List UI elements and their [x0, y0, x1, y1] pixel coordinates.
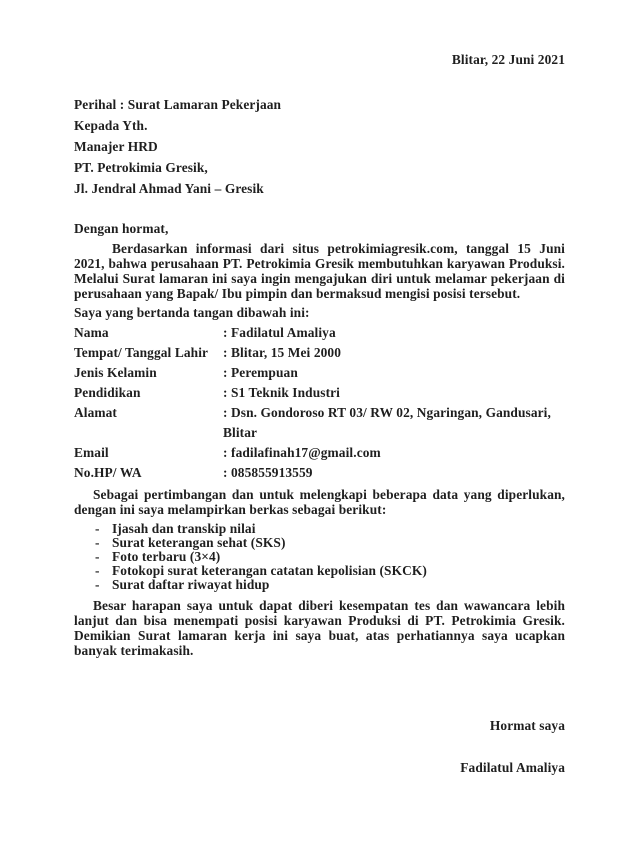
- recipient-salutation: Kepada Yth.: [74, 118, 148, 133]
- dash-bullet: -: [95, 563, 100, 578]
- list-item: [74, 522, 565, 536]
- table-row: [74, 323, 565, 343]
- signature-block: [74, 716, 565, 778]
- attachment-item-label: Foto terbaru (3×4): [112, 549, 221, 564]
- list-item: [74, 550, 565, 564]
- field-value-pendidikan: : S1 Teknik Industri: [223, 385, 340, 400]
- table-row: [74, 403, 565, 443]
- personal-data-table: [74, 323, 565, 483]
- list-item: [74, 578, 565, 592]
- table-row: [74, 443, 565, 463]
- letter-subject: Perihal : Surat Lamaran Pekerjaan: [74, 97, 282, 112]
- attachments-intro: Sebagai pertimbangan dan untuk melengkapi beberapa data yang diperlukan, dengan ini saya melampirkan berkas sebagai berikut:: [74, 487, 565, 517]
- field-value-nohp: : 085855913559: [223, 465, 313, 480]
- dash-bullet: -: [95, 521, 100, 536]
- table-row: [74, 363, 565, 383]
- dash-bullet: -: [95, 549, 100, 564]
- field-label-jenis-kelamin: Jenis Kelamin: [74, 365, 157, 380]
- dash-bullet: -: [95, 535, 100, 550]
- field-value-jenis-kelamin: : Perempuan: [223, 365, 298, 380]
- field-label-ttl: Tempat/ Tanggal Lahir: [74, 345, 209, 360]
- attachment-item-label: Fotokopi surat keterangan catatan kepolisian (SKCK): [112, 563, 427, 578]
- field-label-email: Email: [74, 445, 109, 460]
- field-label-alamat: Alamat: [74, 405, 117, 420]
- opening-paragraph: Berdasarkan informasi dari situs petrokimiagresik.com, tanggal 15 Juni 2021, bahwa perusahaan PT. Petrokimia Gresik membutuhkan karyawan Produksi. Melalui Surat lamaran ini saya ingin mengajukan diri untuk melamar pekerjaan di perusahaan yang Bapak/ Ibu pimpin dan bermaksud mengisi posisi tersebut.: [74, 241, 565, 301]
- attachment-item-label: Surat daftar riwayat hidup: [112, 577, 270, 592]
- field-label-nama: Nama: [74, 325, 109, 340]
- field-value-alamat: : Dsn. Gondoroso RT 03/ RW 02, Ngaringan, Gandusari, Blitar: [223, 405, 551, 440]
- field-value-nama: : Fadilatul Amaliya: [223, 325, 336, 340]
- attachments-list: [74, 522, 565, 592]
- recipient-address: Jl. Jendral Ahmad Yani – Gresik: [74, 181, 264, 196]
- field-label-pendidikan: Pendidikan: [74, 385, 141, 400]
- table-row: [74, 463, 565, 483]
- recipient-title: Manajer HRD: [74, 139, 158, 154]
- closing-paragraph: Besar harapan saya untuk dapat diberi kesempatan tes dan wawancara lebih lanjut dan bisa menempati posisi karyawan Produksi di PT. Petrokimia Gresik. Demikian Surat lamaran kerja ini saya buat, atas perhatiannya saya ucapkan banyak terimakasih.: [74, 598, 565, 658]
- field-label-nohp: No.HP/ WA: [74, 465, 142, 480]
- field-value-email: : fadilafinah17@gmail.com: [223, 445, 381, 460]
- letter-date: Blitar, 22 Juni 2021: [451, 52, 565, 67]
- table-row: [74, 383, 565, 403]
- attachment-item-label: Ijasah dan transkip nilai: [112, 521, 256, 536]
- attachment-item-label: Surat keterangan sehat (SKS): [112, 535, 286, 550]
- recipient-company: PT. Petrokimia Gresik,: [74, 160, 208, 175]
- identity-intro: Saya yang bertanda tangan dibawah ini:: [74, 305, 310, 320]
- dash-bullet: -: [95, 577, 100, 592]
- signature-name: Fadilatul Amaliya: [460, 760, 565, 775]
- table-row: [74, 343, 565, 363]
- salutation: Dengan hormat,: [74, 221, 169, 236]
- list-item: [74, 536, 565, 550]
- list-item: [74, 564, 565, 578]
- signature-closing: Hormat saya: [489, 718, 565, 733]
- recipient-block: [74, 115, 565, 199]
- field-value-ttl: : Blitar, 15 Mei 2000: [223, 345, 342, 360]
